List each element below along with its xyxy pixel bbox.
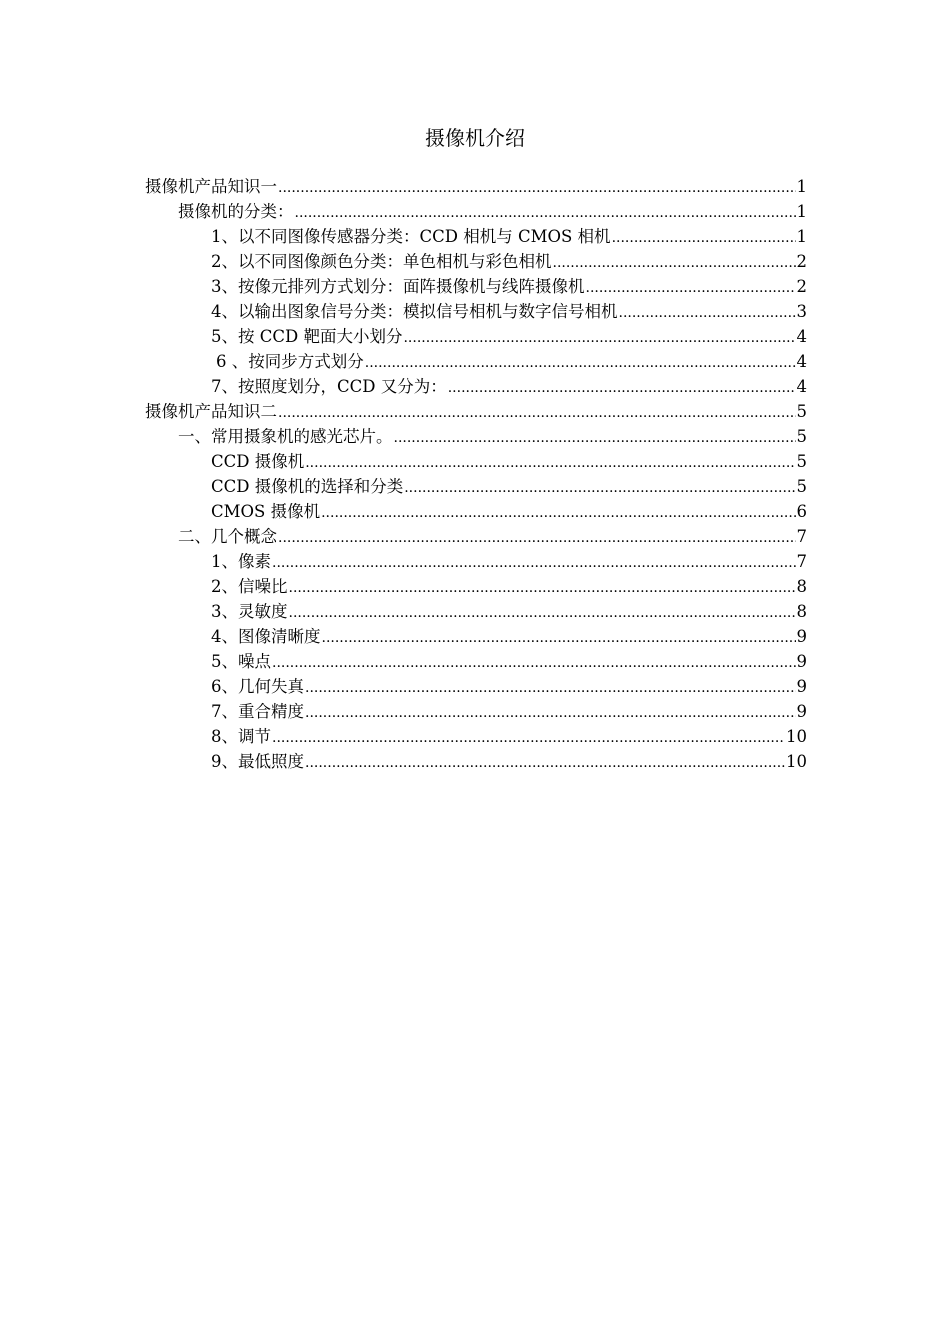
table-of-contents: [145, 174, 807, 774]
toc-entry-text: 2、以不同图像颜色分类：单色相机与彩色相机: [211, 252, 552, 271]
toc-entry[interactable]: [145, 424, 807, 449]
toc-entry-text: 2、信噪比: [211, 577, 288, 596]
toc-entry-text: 7、重合精度: [211, 702, 304, 721]
toc-page-number: 1: [796, 177, 807, 196]
toc-dot-leader: [289, 599, 796, 626]
toc-entry-text: 4、以输出图象信号分类：模拟信号相机与数字信号相机: [211, 302, 618, 321]
toc-entry-text: 8、调节: [211, 727, 271, 746]
toc-entry[interactable]: [145, 374, 807, 399]
toc-page-number: 8: [796, 577, 807, 596]
toc-entry-text: 7、按照度划分，CCD 又分为：: [211, 377, 447, 396]
toc-entry-text: 摄像机的分类：: [178, 202, 294, 221]
toc-entry-text: 二、几个概念: [178, 527, 277, 546]
toc-dot-leader: [404, 474, 795, 501]
toc-entry[interactable]: [145, 299, 807, 324]
toc-entry[interactable]: [145, 499, 807, 524]
toc-entry[interactable]: [145, 524, 807, 549]
toc-page-number: 1: [796, 202, 807, 221]
toc-page-number: 9: [796, 677, 807, 696]
toc-entry-text: 5、噪点: [211, 652, 271, 671]
toc-page-number: 5: [796, 477, 807, 496]
toc-dot-leader: [278, 174, 796, 201]
toc-entry[interactable]: [145, 324, 807, 349]
toc-page-number: 2: [796, 277, 807, 296]
toc-entry[interactable]: [145, 474, 807, 499]
toc-entry-text: 一、常用摄象机的感光芯片。: [178, 427, 393, 446]
toc-entry[interactable]: [145, 274, 807, 299]
toc-entry[interactable]: [145, 224, 807, 249]
toc-entry[interactable]: [145, 174, 807, 199]
toc-entry-text: CMOS 摄像机: [211, 502, 321, 521]
toc-page-number: 9: [796, 702, 807, 721]
toc-page-number: 5: [796, 427, 807, 446]
toc-entry-text: 1、以不同图像传感器分类：CCD 相机与 CMOS 相机: [211, 227, 611, 246]
toc-dot-leader: [365, 349, 796, 376]
toc-entry[interactable]: [145, 249, 807, 274]
toc-entry[interactable]: [145, 724, 807, 749]
toc-dot-leader: [553, 249, 796, 276]
toc-page-number: 10: [786, 752, 807, 771]
toc-page-number: 8: [796, 602, 807, 621]
toc-entry[interactable]: [145, 449, 807, 474]
toc-entry[interactable]: [145, 574, 807, 599]
toc-entry-text: 4、图像清晰度: [211, 627, 321, 646]
toc-page-number: 9: [796, 627, 807, 646]
toc-dot-leader: [278, 524, 796, 551]
toc-entry[interactable]: [145, 699, 807, 724]
toc-dot-leader: [612, 224, 796, 251]
toc-page-number: 5: [796, 402, 807, 421]
toc-entry[interactable]: [145, 549, 807, 574]
toc-dot-leader: [321, 499, 795, 526]
toc-dot-leader: [305, 674, 796, 701]
toc-entry[interactable]: [145, 349, 807, 374]
toc-page-number: 4: [796, 377, 807, 396]
toc-entry-text: 摄像机产品知识一: [145, 177, 277, 196]
toc-page-number: 2: [796, 252, 807, 271]
toc-page-number: 4: [796, 327, 807, 346]
document-title: 摄像机介绍: [425, 126, 525, 150]
toc-dot-leader: [272, 649, 796, 676]
toc-entry-text: CCD 摄像机: [211, 452, 305, 471]
toc-entry[interactable]: [145, 399, 807, 424]
toc-entry[interactable]: [145, 649, 807, 674]
toc-entry-text: 9、最低照度: [211, 752, 304, 771]
toc-entry-text: 摄像机产品知识二: [145, 402, 277, 421]
toc-entry-text: 3、按像元排列方式划分：面阵摄像机与线阵摄像机: [211, 277, 585, 296]
toc-dot-leader: [272, 724, 785, 751]
toc-entry-text: CCD 摄像机的选择和分类: [211, 477, 404, 496]
toc-entry[interactable]: [145, 199, 807, 224]
toc-page-number: 4: [796, 352, 807, 371]
toc-entry[interactable]: [145, 599, 807, 624]
toc-dot-leader: [322, 624, 796, 651]
toc-page-number: 6: [796, 502, 807, 521]
toc-entry[interactable]: [145, 749, 807, 774]
toc-dot-leader: [586, 274, 796, 301]
toc-page-number: 1: [796, 227, 807, 246]
toc-page-number: 10: [786, 727, 807, 746]
toc-page-number: 9: [796, 652, 807, 671]
toc-entry-text: 6 、按同步方式划分: [216, 352, 364, 371]
toc-entry-text: 1、像素: [211, 552, 271, 571]
toc-dot-leader: [394, 424, 796, 451]
toc-dot-leader: [305, 449, 795, 476]
toc-dot-leader: [619, 299, 796, 326]
toc-entry-text: 5、按 CCD 靶面大小划分: [211, 327, 403, 346]
toc-dot-leader: [403, 324, 795, 351]
toc-page-number: 7: [796, 552, 807, 571]
toc-entry[interactable]: [145, 674, 807, 699]
toc-entry-text: 3、灵敏度: [211, 602, 288, 621]
toc-dot-leader: [305, 749, 785, 776]
toc-dot-leader: [272, 549, 796, 576]
toc-page-number: 7: [796, 527, 807, 546]
toc-dot-leader: [289, 574, 796, 601]
toc-dot-leader: [448, 374, 796, 401]
toc-entry-text: 6、几何失真: [211, 677, 304, 696]
toc-page-number: 3: [796, 302, 807, 321]
toc-page-number: 5: [796, 452, 807, 471]
toc-dot-leader: [305, 699, 796, 726]
toc-dot-leader: [278, 399, 796, 426]
toc-dot-leader: [295, 199, 796, 226]
toc-entry[interactable]: [145, 624, 807, 649]
